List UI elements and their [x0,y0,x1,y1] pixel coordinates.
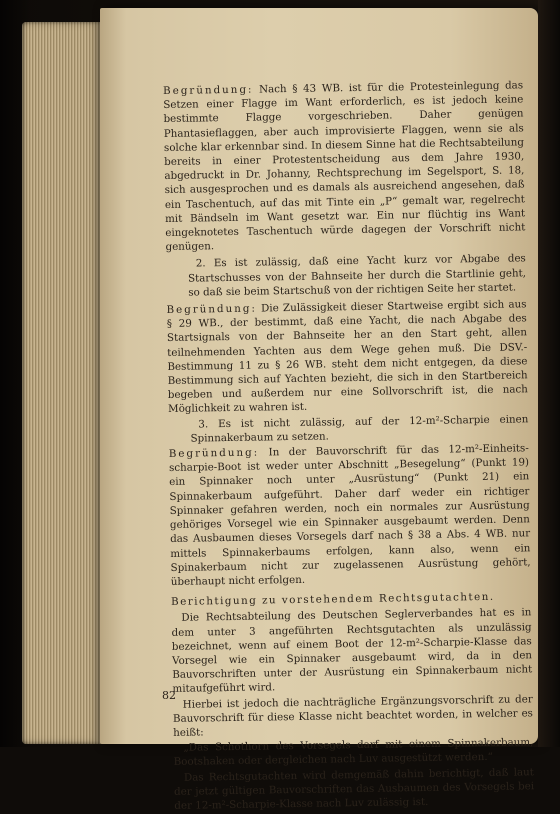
paragraph-lead: Begründung: [166,302,257,317]
paragraph-body: Nach § 43 WB. ist für die Protesteinlegung das Setzen einer Flagge im Want erforderlich, es ist jedoch keine bestimmte Flagge vorgeschrieben. Daher genügen Phantasieflaggen, aber auch improvisierte Flaggen, wenn sie als solche klar erkennbar sind. In diesem Sinne hat die Rechtsabteilung bereits in einer Protestentscheidung aus dem Jahre 1930, abgedruckt in Dr. Johanny, Rechtsprechung im Segelsport, S. 18, sich ausgesprochen und es damals als ausreichend angesehen, daß ein Taschentuch, auf das mit Tinte ein „P“ gemalt war, regelrecht mit Bändseln im Want gesetzt war. Ein nur flüchtig ins Want eingeknotetes Taschentuch würde dagegen der Vorschrift nicht genügen. [163,79,526,254]
paragraph: Hierbei ist jedoch die nachträgliche Ergänzungsvorschrift zu der Bauvorschrift für diese Klasse nicht beachtet worden, in welcher es heißt: [172,692,534,739]
paragraph: Die Rechtsabteilung des Deutschen Seglerverbandes hat es in dem unter 3 angeführten Rechtsgutachten als unzulässig bezeichnet, wenn auf einem Boot der 12-m²-Scharpie-Klasse das Vorsegel wie ein Spinnaker ausgebaumt wird, da in den Bauvorschriften unter der Ausrüstung ein Spinnakerbaum nicht mitaufgeführt wird. [171,606,533,696]
paragraph-lead: Begründung: [163,83,254,97]
paragraph-begruendung-3 [169,441,531,589]
quote-paragraph: „Das Schothorn des Vorsegels darf mit einem Spinnakerbaum, Bootshaken oder dergleichen nach Luv ausgestützt werden.“ [173,736,534,769]
paragraph: Das Rechtsgutachten wird demgemäß dahin berichtigt, daß laut der jetzt gültigen Bauvorschriften das Ausbaumen des Vorsegels bei der 12-m²-Scharpie-Klasse nach Luv zulässig ist. [174,765,535,812]
paragraph-body: In der Bauvorschrift für das 12-m²-Einheits-scharpie-Boot ist weder unter Abschnitt „Besegelung“ (Punkt 19) ein Spinnaker noch unter „Ausrüstung“ (Punkt 21) ein Spinnakerbaum aufgeführt. Daher darf weder ein richtiger Spinnaker gefahren werden, noch ein normales zur Ausrüstung gehöriges Vorsegel wie ein Spinnaker ausgebaumt werden. Denn das Ausbaumen dieses Vorsegels darf nach § 38 a Abs. 4 WB. nur mittels Spinnakerbaums erfolgen, kann also, wenn ein Spinakerbaum nicht zur zugelassenen Ausrüstung gehört, überhaupt nicht erfolgen. [168,442,531,588]
paragraph-begruendung-2 [166,297,528,416]
paragraph-begruendung-1 [163,78,526,254]
rule-item-3: 3. Es ist nicht zulässig, auf der 12-m²-Scharpie einen Spinnakerbaum zu setzen. [190,412,529,445]
paragraph-lead: Begründung: [168,446,260,461]
page-number: 82 [162,689,176,702]
paragraph-body: Die Zulässigkeit dieser Startweise ergibt sich aus § 29 WB., der bestimmt, daß eine Yacht, die nach Abgabe des Startsignals von der Bahnseite her an den Start geht, allen teilnehmenden Yachten aus dem Wege gehen muß. Die DSV.-Bestimmung 11 zu § 26 WB. steht dem nicht entgegen, da diese Bestimmung sich auf Yachten bezieht, die sich in den Startbereich begeben und außerdem nur eine Sollvorschrift ist, die nach Möglichkeit zu wahren ist. [166,298,528,416]
background-right [538,0,560,747]
page-edges [22,22,102,744]
section-heading: Berichtigung zu vorstehendem Rechtsgutachten. [171,590,495,609]
page-text [163,78,534,814]
rule-item-2: 2. Es ist zulässig, daß eine Yacht kurz vor Abgabe des Startschusses von der Bahnseite her durch die Startlinie geht, so daß sie beim Startschuß von der richtigen Seite her startet. [187,252,527,299]
